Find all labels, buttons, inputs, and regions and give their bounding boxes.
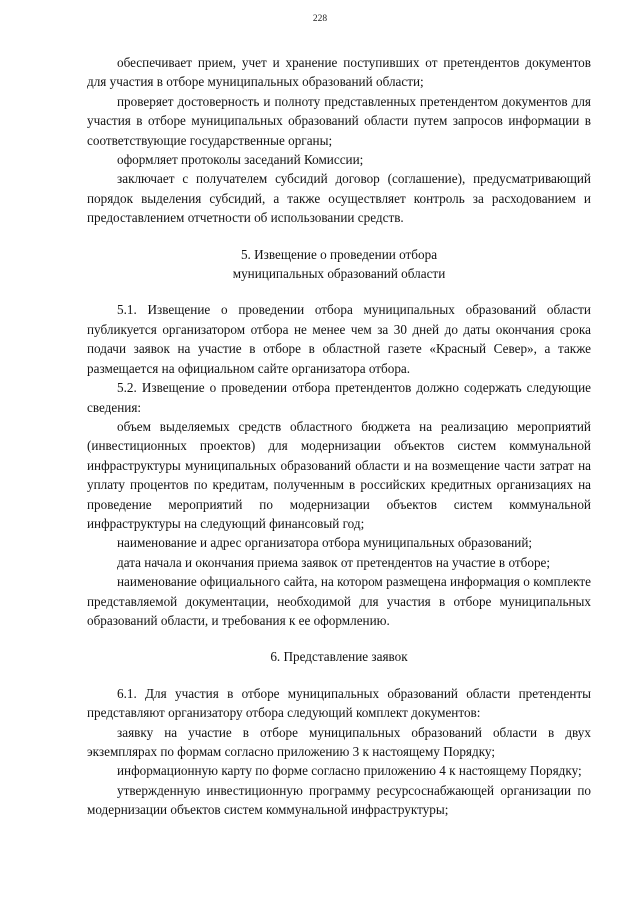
paragraph: заявку на участие в отборе муниципальных образований области в двух экземплярах по формам согласно приложению 3 к настоящему Порядку; [87,724,591,759]
paragraph: объем выделяемых средств областного бюджета на реализацию мероприятий (инвестиционных проектов) для модернизации объектов систем коммунальной инфраструктуры муниципальных образований области и на возмещение части затрат на уплату процентов по кредитам, полученным в российских кредитных организациях на проведение мероприятий по модернизации объектов систем коммунальной инфраструктуры на следующий финансовый год; [87,418,591,531]
section-heading-5 [87,245,591,284]
paragraph: 5.2. Извещение о проведении отбора претендентов должно содержать следующие сведения: [87,380,591,415]
paragraph: утвержденную инвестиционную программу ресурсоснабжающей организации по модернизации объектов систем коммунальной инфраструктуры; [87,782,591,818]
page-number: 228 [312,14,328,24]
paragraph: 5.1. Извещение о проведении отбора муниципальных образований области публикуется организатором отбора не менее чем за 30 дней до даты окончания срока подачи заявок на участие в отборе в областной газете «Красный Север», а также размещается на официальном сайте организатора отбора. [87,302,591,376]
paragraph: наименование официального сайта, на котором размещена информация о комплекте представляемой документации, необходимой для участия в отборе муниципальных образований области, и требования к ее оформлению. [87,574,591,628]
paragraph: 6.1. Для участия в отборе муниципальных образований области претенденты представляют организатору отбора следующий комплект документов: [87,685,591,721]
paragraph: наименование и адрес организатора отбора муниципальных образований; [117,535,533,551]
paragraph: проверяет достоверность и полноту представленных претендентом документов для участия в отборе муниципальных образований области путем запросов информации в соответствующие государственные органы; [87,93,591,148]
heading-line: 5. Извещение о проведении отбора [240,246,438,262]
section-heading-6 [87,647,591,666]
paragraph: оформляет протоколы заседаний Комиссии; [117,152,364,168]
paragraph: заключает с получателем субсидий договор (соглашение), предусматривающий порядок выделения субсидий, а также осуществляет контроль за расходованием и предоставлением отчетности об использовании средств. [87,171,591,226]
heading-line: 6. Представление заявок [270,649,408,665]
paragraph: обеспечивает прием, учет и хранение поступивших от претендентов документов для участия в отборе муниципальных образований области; [87,55,591,90]
paragraph: информационную карту по форме согласно приложению 4 к настоящему Порядку; [117,763,582,779]
document-body [87,53,591,820]
heading-line: муниципальных образований области [232,266,446,282]
paragraph: дата начала и окончания приема заявок от претендентов на участие в отборе; [117,554,551,570]
